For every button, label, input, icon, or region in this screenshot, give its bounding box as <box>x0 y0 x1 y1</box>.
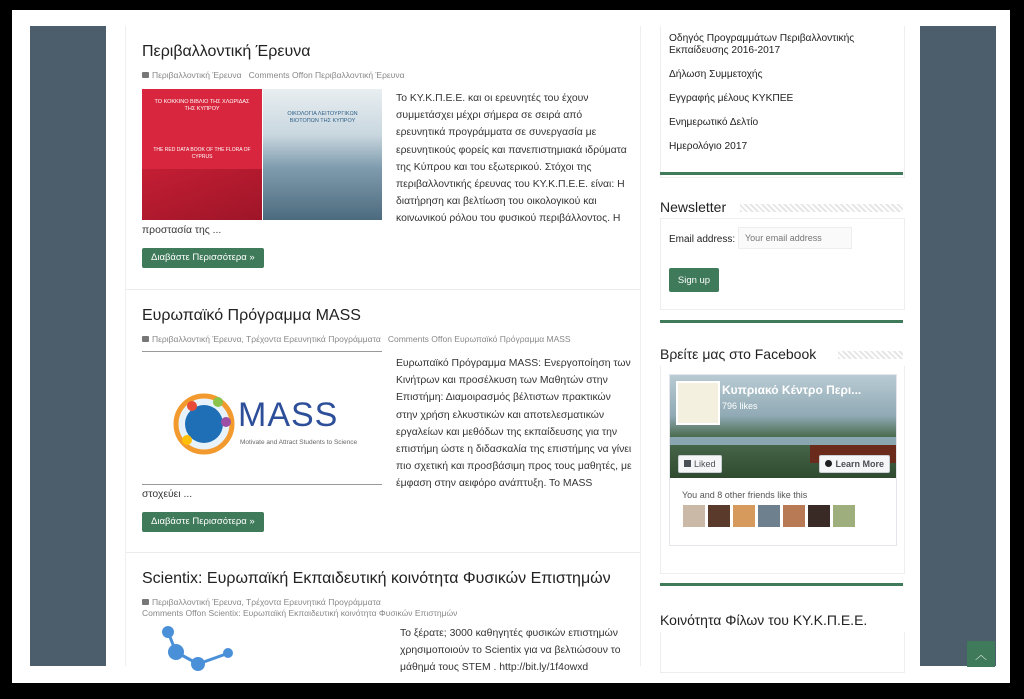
friends-like-text: You and 8 other friends like this <box>682 490 808 500</box>
post-title[interactable]: Scientix: Ευρωπαϊκή Εκπαιδευτική κοινότητα Φυσικών Επιστημών <box>142 570 611 587</box>
sidebar-link[interactable]: Οδηγός Προγραμμάτων Περιβαλλοντικής Εκπαίδευσης 2016-2017 <box>669 33 855 56</box>
folder-icon <box>142 72 149 78</box>
widget-accent-bar <box>660 320 903 323</box>
facebook-page-logo <box>676 381 720 425</box>
post-divider <box>126 552 640 553</box>
post-title[interactable]: Περιβαλλοντική Έρευνα <box>142 43 311 60</box>
red-book-cover <box>142 89 262 220</box>
folder-icon <box>142 599 149 605</box>
post-categories[interactable]: Περιβαλλοντική Έρευνα, Τρέχοντα Ερευνητικά Προγράμματα <box>152 597 381 607</box>
ecology-book-cover <box>263 89 382 220</box>
main-content <box>125 26 641 674</box>
chevron-up-icon: ︿ <box>974 648 987 662</box>
book-title: ΟΙΚΟΛΟΓΙΑ ΛΕΙΤΟΥΡΓΙΚΩΝ ΒΙΟΤΟΠΩΝ ΤΗΣ ΚΥΠΡΟΥ <box>287 111 358 124</box>
post-title[interactable]: Ευρωπαϊκό Πρόγραμμα MASS <box>142 307 361 324</box>
sidebar-link[interactable]: Ενημερωτικό Δελτίο <box>669 117 759 128</box>
book-title: ΤΟ ΚΟΚΚΙΝΟ ΒΙΒΛΙΟ ΤΗΣ ΧΛΩΡΙΔΑΣ ΤΗΣ ΚΥΠΡΟΥ <box>154 99 250 112</box>
post-excerpt-tail: προστασία της ... <box>142 225 222 236</box>
info-icon <box>825 460 832 467</box>
book-cover-shade <box>142 169 262 220</box>
post-excerpt: Ευρωπαϊκό Πρόγραμμα MASS: Ενεργοποίηση των Κινήτρων και προσέλκυση των Μαθητών στην Επιστήμη: Διαμοιρασμός βέλτιστων πρακτικών στην χρήση ελκυστικών και αποτελεσματικών εργαλείων και μεθόδων της εκπαίδευσης για την επιστήμη ώστε η διδασκαλία της επιστήμης να γίνει πιο σχετική και προσβάσιμη προς τους μαθητές, με έμφαση στην αειφόρο ανάπτυξη. Το MASS <box>396 358 632 490</box>
post-thumbnail[interactable] <box>142 351 382 485</box>
friend-avatar[interactable] <box>832 504 856 528</box>
friend-avatar[interactable] <box>732 504 756 528</box>
browser-page <box>12 10 1010 683</box>
post-comments: Comments Offon Ευρωπαϊκό Πρόγραμμα MASS <box>387 334 571 344</box>
sidebar <box>660 26 906 666</box>
facebook-page-name[interactable]: Κυπριακό Κέντρο Περι... <box>722 383 862 397</box>
title-hatch <box>740 204 903 212</box>
folder-icon <box>142 336 149 342</box>
post-meta <box>142 70 405 81</box>
email-label: Email address: <box>669 234 736 245</box>
post-meta <box>142 597 457 619</box>
post-excerpt: Το ΚΥ.Κ.Π.Ε.Ε. και οι ερευνητές του έχουν συμμετάσχει μέχρι σήμερα σε σειρά από ερευνητικά προγράμματα σε συνεργασία με ερευνητικούς φορείς και πανεπιστημιακά ιδρύματα της Κύπρου και του εξωτερικού. Στόχοι της περιβαλλοντικής έρευνας του ΚΥ.Κ.Π.Ε.Ε. είναι: Η διατήρηση και βελτίωση του οικολογικού και κοινωνικού ρόλου του φυσικού περιβάλλοντος. Η <box>396 93 627 225</box>
newsletter-widget <box>660 218 905 310</box>
facebook-widget <box>660 366 905 574</box>
links-widget <box>660 26 905 178</box>
facebook-like-count: 796 likes <box>722 401 758 411</box>
facebook-page-plugin[interactable] <box>669 374 897 546</box>
friend-avatar[interactable] <box>807 504 831 528</box>
post-meta <box>142 334 571 345</box>
read-more-button[interactable]: Διαβάστε Περισσότερα » <box>142 248 264 268</box>
read-more-button[interactable]: Διαβάστε Περισσότερα » <box>142 512 264 532</box>
book-subtitle: THE RED DATA BOOK OF THE FLORA OF CYPRUS <box>153 147 251 160</box>
post-categories[interactable]: Περιβαλλοντική Έρευνα, Τρέχοντα Ερευνητικά Προγράμματα <box>152 334 381 344</box>
friend-avatar[interactable] <box>757 504 781 528</box>
sidebar-link[interactable]: Δήλωση Συμμετοχής <box>669 69 763 80</box>
email-input[interactable] <box>738 227 852 249</box>
learn-more-button[interactable] <box>819 455 890 473</box>
friend-avatar[interactable] <box>782 504 806 528</box>
right-background-band <box>920 26 996 666</box>
newsletter-title: Newsletter <box>660 199 730 215</box>
scientix-thumbnail[interactable] <box>156 624 276 674</box>
liked-label: Liked <box>694 459 716 469</box>
friend-avatar[interactable] <box>707 504 731 528</box>
widget-accent-bar <box>660 172 903 175</box>
post-excerpt: Το ξέρατε; 3000 καθηγητές φυσικών επιστημών χρησιμοποιούν το Scientix για να βελτιώσουν το μάθημά τους STEM . http://bit.ly/1f4owxd <box>400 628 621 674</box>
sidebar-link[interactable]: Ημερολόγιο 2017 <box>669 141 748 152</box>
friend-avatar[interactable] <box>682 504 706 528</box>
widget-accent-bar <box>660 583 903 586</box>
mass-logo-tagline: Motivate and Attract Students to Science <box>240 439 358 446</box>
post-comments: Comments Offon Περιβαλλοντική Έρευνα <box>248 70 405 80</box>
sign-up-button[interactable]: Sign up <box>669 268 719 292</box>
post-categories[interactable]: Περιβαλλοντική Έρευνα <box>152 70 242 80</box>
community-title: Κοινότητα Φίλων του ΚΥ.Κ.Π.Ε.Ε. <box>660 612 871 628</box>
title-hatch <box>838 351 903 359</box>
post-excerpt-tail: στοχεύει ... <box>142 489 193 500</box>
post-comments: Comments Offon Scientix: Ευρωπαϊκή Εκπαιδευτική κοινότητα Φυσικών Επιστημών <box>142 608 458 618</box>
facebook-cover-photo <box>670 375 896 478</box>
mass-logo-text: MASS <box>238 396 339 434</box>
left-background-band <box>30 26 106 666</box>
post-thumbnail[interactable] <box>142 89 382 220</box>
community-widget <box>660 632 905 673</box>
liked-button[interactable] <box>678 455 722 473</box>
scroll-to-top-button[interactable] <box>967 641 995 667</box>
facebook-title: Βρείτε μας στο Facebook <box>660 346 820 362</box>
facebook-icon <box>684 460 691 467</box>
post-divider <box>126 289 640 290</box>
learn-more-label: Learn More <box>835 459 884 469</box>
sidebar-link[interactable]: Εγγραφής μέλους ΚΥΚΠΕΕ <box>669 93 794 104</box>
